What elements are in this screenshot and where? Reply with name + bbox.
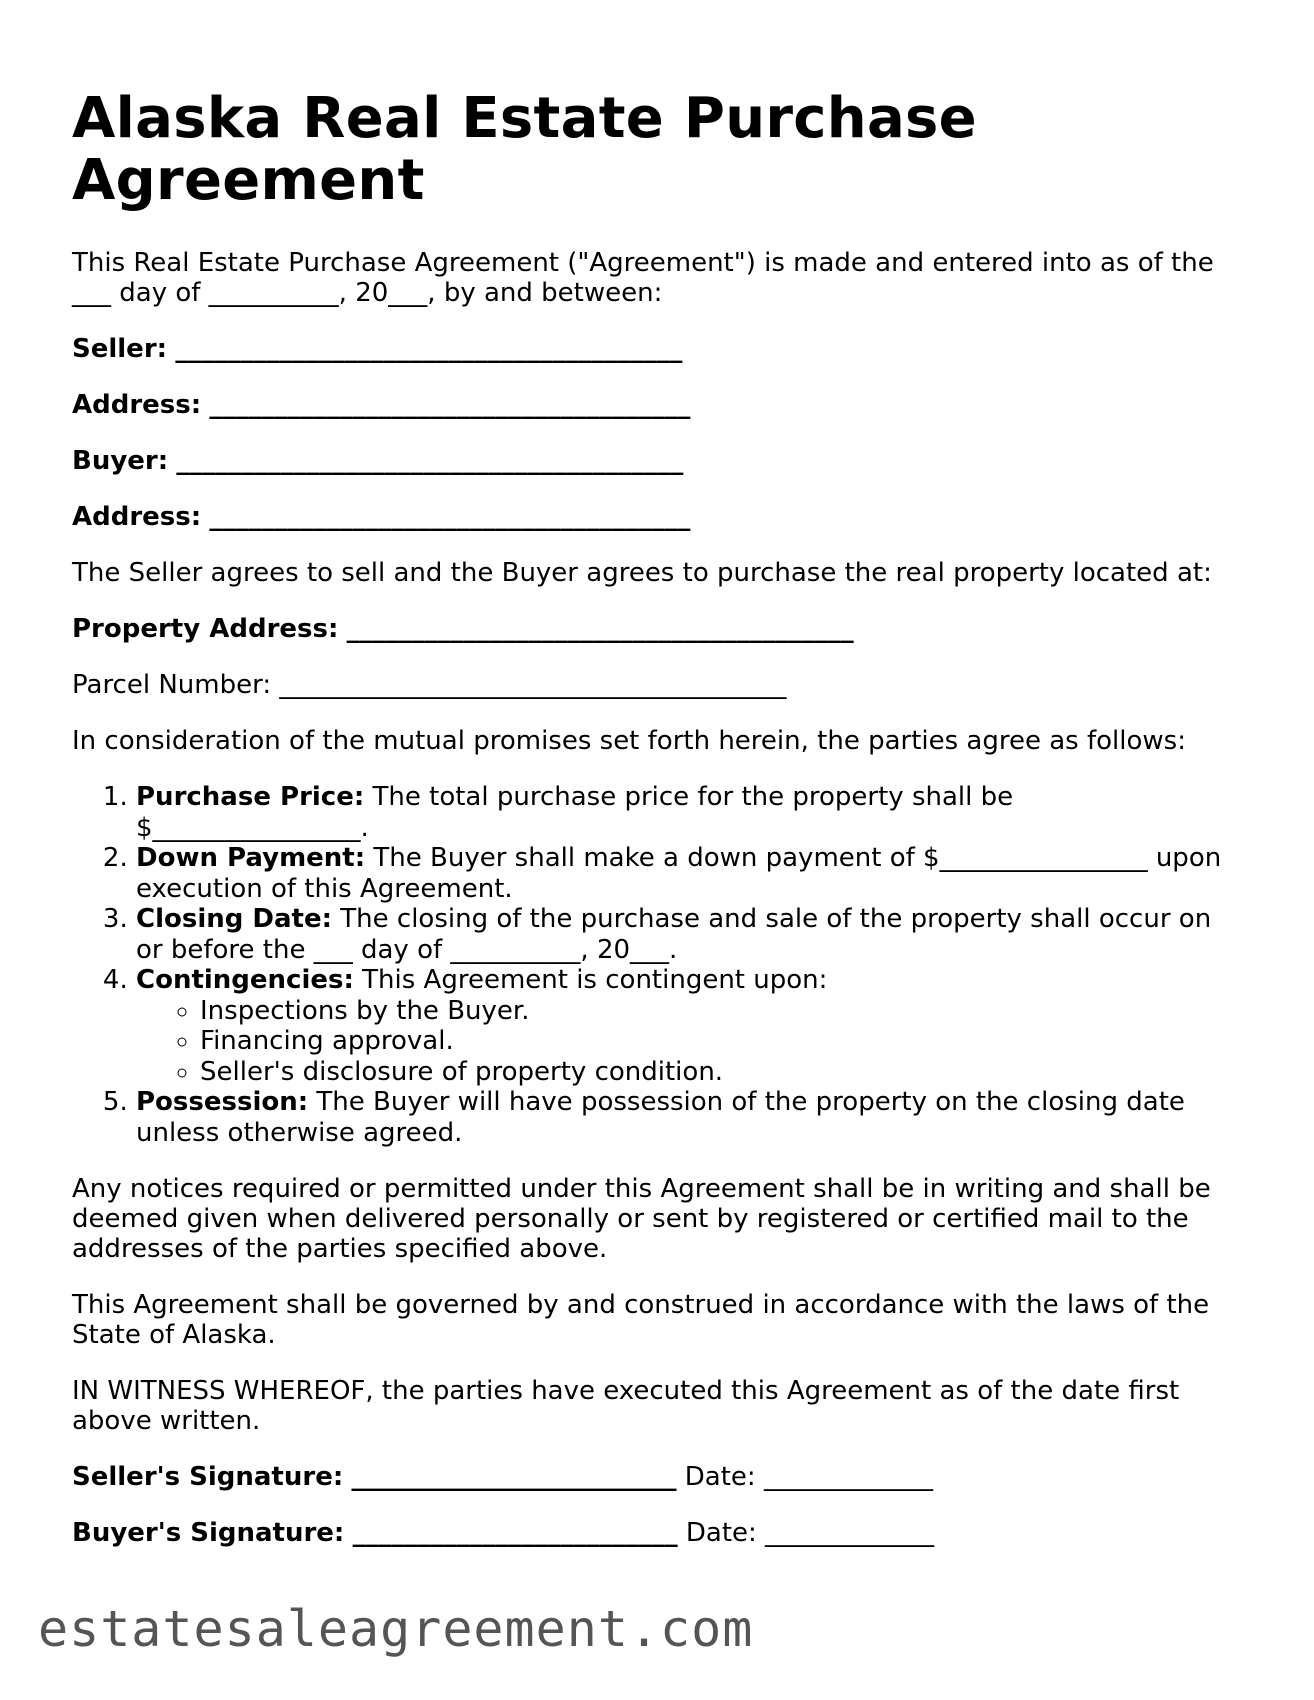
buyer-address-field	[72, 502, 1242, 532]
intro-paragraph: This Real Estate Purchase Agreement ("Agreement") is made and entered into as of the ___ day of __________, 20___, by and between:	[72, 248, 1214, 308]
parcel-number-label: Parcel Number:	[72, 670, 272, 700]
terms-list	[72, 782, 1242, 1148]
term-label: Closing Date:	[136, 904, 333, 934]
consideration-paragraph: In consideration of the mutual promises set forth herein, the parties agree as follows:	[72, 726, 1186, 756]
buyer-line: _______________________________________	[176, 446, 684, 476]
seller-date-line: _____________	[763, 1462, 933, 1492]
seller-address-label: Address:	[72, 390, 202, 420]
property-address-field	[72, 614, 1242, 644]
term-text: The Buyer will have possession of the property on the closing date unless otherwise agreed.	[136, 1087, 1185, 1148]
contingency-item: ◦ Financing approval.	[200, 1026, 1242, 1057]
term-item	[136, 843, 1242, 904]
buyer-label: Buyer:	[72, 446, 169, 476]
buyer-signature-field	[72, 1518, 1242, 1548]
governing-law-paragraph: This Agreement shall be governed by and construed in accordance with the laws of the State of Alaska.	[72, 1290, 1210, 1350]
term-label: Purchase Price:	[136, 782, 365, 812]
contingency-item: ◦ Seller's disclosure of property condition.	[200, 1057, 1242, 1088]
buyer-date-line: _____________	[765, 1518, 935, 1548]
seller-line: _______________________________________	[175, 334, 683, 364]
parcel-number-line: _______________________________________	[279, 670, 787, 700]
seller-address-field	[72, 390, 1242, 420]
term-text: The Buyer shall make a down payment of $________________ upon execution of this Agreement.	[136, 843, 1222, 904]
buyer-address-label: Address:	[72, 502, 202, 532]
term-text: This Agreement is contingent upon:	[362, 965, 828, 995]
seller-signature-line: _________________________	[351, 1462, 677, 1492]
document-title: Alaska Real Estate Purchase Agreement	[72, 86, 977, 213]
buyer-address-line: _____________________________________	[209, 502, 691, 532]
contingencies-list	[136, 996, 1242, 1088]
site-watermark: estatesaleagreement.com	[38, 1600, 754, 1658]
term-label: Down Payment:	[136, 843, 366, 873]
parcel-number-field	[72, 670, 1242, 700]
term-label: Contingencies:	[136, 965, 354, 995]
term-label: Possession:	[136, 1087, 309, 1117]
contingency-item: ◦ Inspections by the Buyer.	[200, 996, 1242, 1027]
seller-date-label: Date:	[684, 1462, 756, 1492]
property-address-line: _______________________________________	[346, 614, 854, 644]
notices-paragraph: Any notices required or permitted under this Agreement shall be in writing and shall be deemed given when delivered personally or sent by registered or certified mail to the addresses of the parties specified above.	[72, 1174, 1211, 1264]
term-item	[136, 965, 1242, 1087]
term-text: The total purchase price for the property shall be $________________.	[136, 782, 1014, 843]
seller-signature-field	[72, 1462, 1242, 1492]
term-item	[136, 782, 1242, 843]
term-item	[136, 1087, 1242, 1148]
buyer-field	[72, 446, 1242, 476]
buyer-signature-label: Buyer's Signature:	[72, 1518, 345, 1548]
buyer-date-label: Date:	[685, 1518, 757, 1548]
seller-field	[72, 334, 1242, 364]
property-address-label: Property Address:	[72, 614, 339, 644]
term-item	[136, 904, 1242, 965]
sell-statement: The Seller agrees to sell and the Buyer agrees to purchase the real property located at:	[72, 558, 1212, 588]
seller-label: Seller:	[72, 334, 168, 364]
term-text: The closing of the purchase and sale of the property shall occur on or before the ___ day of __________, 20___.	[136, 904, 1212, 965]
buyer-signature-line: _________________________	[352, 1518, 678, 1548]
seller-address-line: _____________________________________	[209, 390, 691, 420]
document-page	[72, 88, 1242, 1574]
witness-paragraph: IN WITNESS WHEREOF, the parties have executed this Agreement as of the date first above written.	[72, 1376, 1180, 1436]
seller-signature-label: Seller's Signature:	[72, 1462, 344, 1492]
